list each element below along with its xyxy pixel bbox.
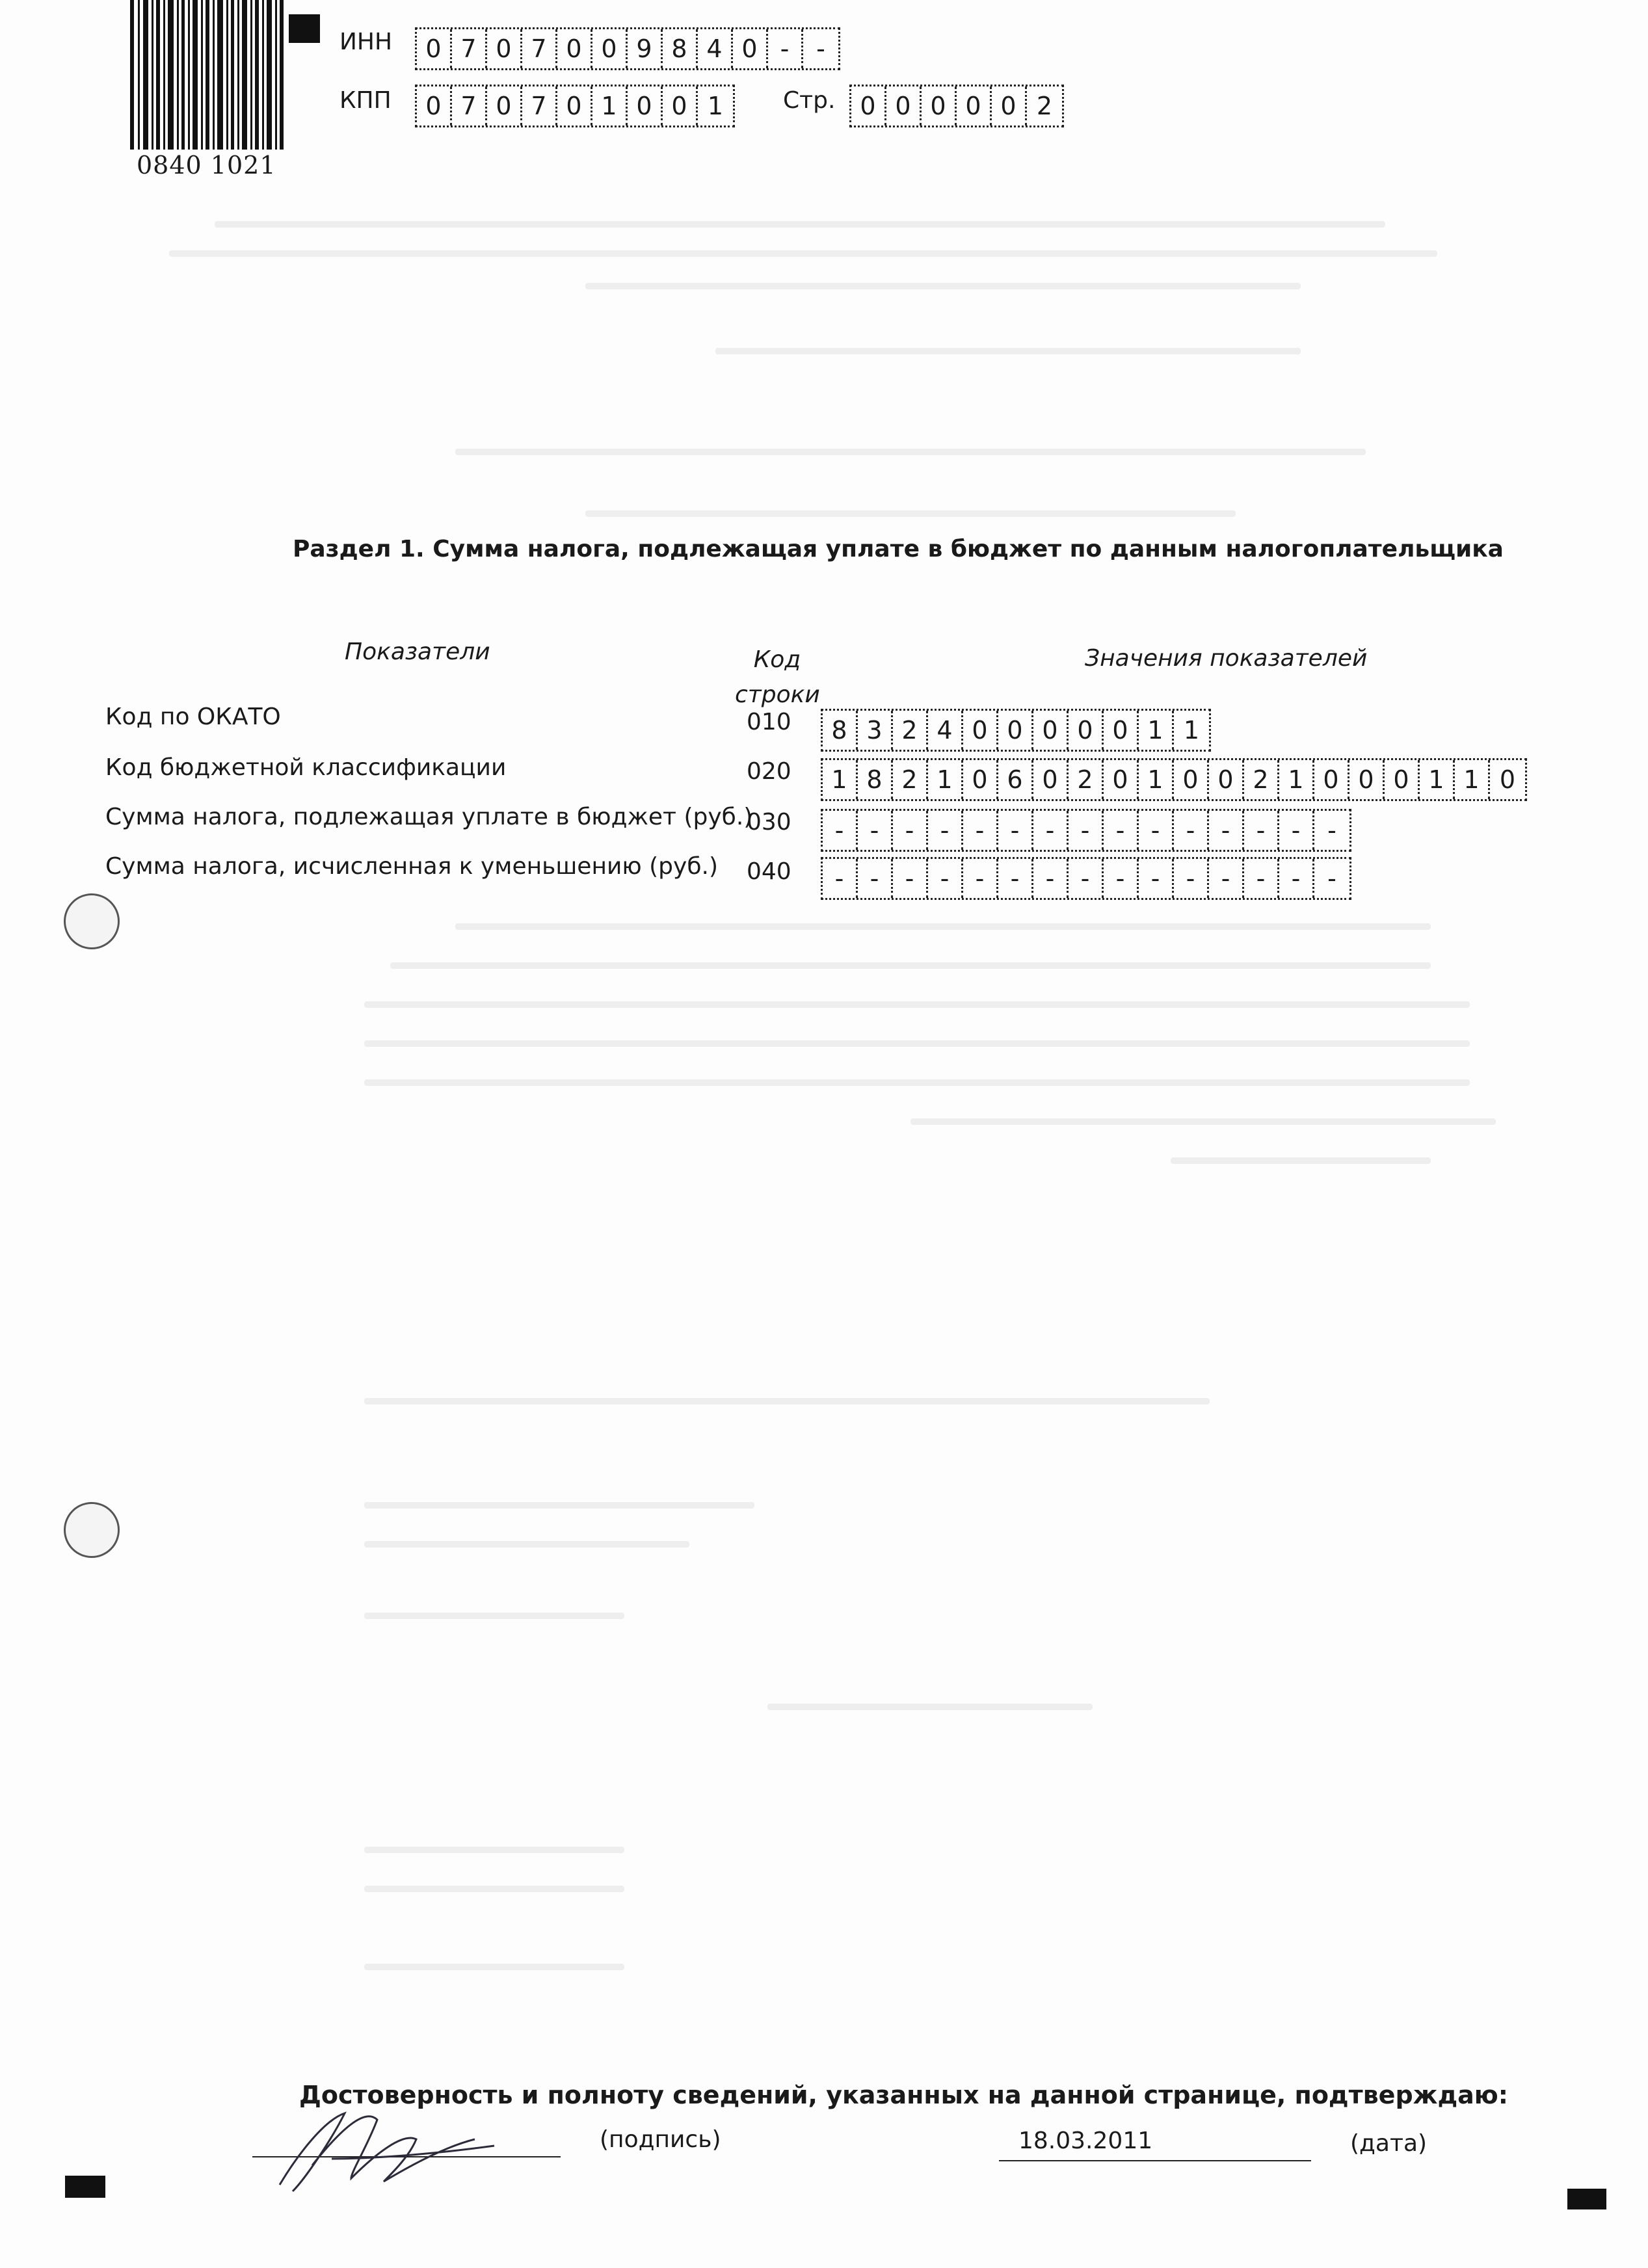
digit-cell: 0 [1349, 760, 1385, 799]
inn-label: ИНН [339, 29, 393, 55]
digit-cell: 1 [592, 86, 628, 125]
digit-cell: 0 [1209, 760, 1244, 799]
row-label-okato: Код по ОКАТО [105, 704, 281, 730]
digit-cell: 0 [922, 86, 957, 125]
digit-cell: 1 [823, 760, 858, 799]
digit-cell: 1 [1420, 760, 1455, 799]
digit-cell: - [1069, 859, 1104, 898]
digit-cell: - [1209, 811, 1244, 850]
digit-cell: - [1139, 859, 1174, 898]
okato-cells [821, 709, 1211, 752]
digit-cell: - [1104, 811, 1139, 850]
digit-cell: 2 [1069, 760, 1104, 799]
digit-cell: 1 [1183, 716, 1200, 745]
digit-cell: 1 [1279, 760, 1314, 799]
digit-cell: 0 [998, 711, 1033, 750]
digit-cell: 0 [963, 711, 998, 750]
digit-cell: 8 [858, 760, 893, 799]
digit-cell: 0 [1174, 760, 1209, 799]
digit-cell: - [1104, 859, 1139, 898]
row-label-tax-reduction: Сумма налога, исчисленная к уменьшению (руб.) [105, 853, 719, 880]
digit-cell: - [1174, 859, 1209, 898]
punch-hole-bottom [64, 1502, 120, 1558]
section-title: Раздел 1. Сумма налога, подлежащая уплате в бюджет по данным налогоплательщика [293, 536, 1504, 562]
confirmation-text: Достоверность и полноту сведений, указанных на данной странице, подтверждаю: [299, 2081, 1508, 2109]
kpp-label: КПП [339, 87, 392, 114]
column-header-values: Значения показателей [1085, 645, 1368, 672]
digit-cell: 3 [858, 711, 893, 750]
digit-cell: - [1033, 811, 1069, 850]
digit-cell: 0 [487, 86, 522, 125]
inn-cells [415, 27, 840, 70]
digit-cell: - [998, 811, 1033, 850]
digit-cell: - [1327, 864, 1336, 893]
date-value: 18.03.2011 [1018, 2128, 1153, 2154]
digit-cell: - [1033, 859, 1069, 898]
digit-cell: - [963, 811, 998, 850]
digit-cell: 0 [557, 86, 592, 125]
digit-cell: 4 [698, 29, 733, 68]
digit-cell: 1 [1455, 760, 1490, 799]
column-header-code: Код строки [735, 646, 820, 708]
digit-cell: - [1279, 859, 1314, 898]
row-code-tax-payable: 030 [747, 809, 791, 836]
digit-cell: 0 [1033, 711, 1069, 750]
corner-marker-top [289, 14, 320, 43]
digit-cell: 0 [1104, 711, 1139, 750]
page-label: Стр. [783, 87, 836, 114]
digit-cell: 2 [893, 711, 928, 750]
digit-cell: 1 [928, 760, 963, 799]
digit-cell: - [963, 859, 998, 898]
signature-label: (подпись) [600, 2126, 721, 2153]
digit-cell: 2 [1244, 760, 1279, 799]
digit-cell: 1 [707, 92, 724, 120]
digit-cell: 8 [823, 711, 858, 750]
digit-cell: 7 [522, 86, 557, 125]
digit-cell: - [1244, 859, 1279, 898]
digit-cell: - [1139, 811, 1174, 850]
digit-cell: - [816, 34, 825, 63]
digit-cell: - [1327, 816, 1336, 845]
row-label-tax-payable: Сумма налога, подлежащая уплате в бюджет (руб.) [105, 804, 753, 830]
digit-cell: - [1209, 859, 1244, 898]
digit-cell: 0 [957, 86, 992, 125]
digit-cell: 0 [886, 86, 922, 125]
digit-cell: - [1069, 811, 1104, 850]
digit-cell: - [1174, 811, 1209, 850]
digit-cell: 7 [452, 86, 487, 125]
digit-cell: 0 [1385, 760, 1420, 799]
corner-marker-bottom-right [1567, 2189, 1606, 2209]
row-code-okato: 010 [747, 709, 791, 735]
digit-cell: 0 [1499, 765, 1516, 794]
digit-cell: - [998, 859, 1033, 898]
row-code-kbk: 020 [747, 758, 791, 785]
digit-cell: 7 [522, 29, 557, 68]
digit-cell: 0 [1104, 760, 1139, 799]
digit-cell: 2 [1036, 92, 1053, 120]
digit-cell: 1 [1139, 711, 1174, 750]
digit-cell: 0 [733, 29, 768, 68]
digit-cell: 6 [998, 760, 1033, 799]
digit-cell: - [858, 859, 893, 898]
kbk-cells [821, 758, 1527, 801]
column-header-indicators: Показатели [345, 639, 490, 665]
row-label-kbk: Код бюджетной классификации [105, 754, 507, 781]
digit-cell: - [1244, 811, 1279, 850]
digit-cell: 7 [452, 29, 487, 68]
digit-cell: 4 [928, 711, 963, 750]
page-cells [849, 85, 1064, 127]
digit-cell: 0 [628, 86, 663, 125]
digit-cell: - [1279, 811, 1314, 850]
date-line [999, 2160, 1311, 2161]
digit-cell: 2 [893, 760, 928, 799]
digit-cell: - [893, 811, 928, 850]
digit-cell: 9 [628, 29, 663, 68]
digit-cell: 0 [992, 86, 1027, 125]
signature-mark [254, 2094, 501, 2200]
row-code-tax-reduction: 040 [747, 858, 791, 885]
digit-cell: 0 [1069, 711, 1104, 750]
digit-cell: 0 [557, 29, 592, 68]
digit-cell: 0 [963, 760, 998, 799]
date-label: (дата) [1350, 2130, 1428, 2157]
tax-reduction-cells [821, 857, 1351, 900]
kpp-cells [415, 85, 735, 127]
tax-payable-cells [821, 809, 1351, 852]
digit-cell: 0 [417, 29, 452, 68]
digit-cell: 0 [1314, 760, 1349, 799]
corner-marker-bottom-left [65, 2176, 105, 2198]
digit-cell: - [768, 29, 803, 68]
digit-cell: - [858, 811, 893, 850]
digit-cell: - [928, 859, 963, 898]
digit-cell: 0 [487, 29, 522, 68]
digit-cell: 0 [663, 86, 698, 125]
digit-cell: 0 [592, 29, 628, 68]
digit-cell: - [893, 859, 928, 898]
digit-cell: 0 [1033, 760, 1069, 799]
digit-cell: - [823, 811, 858, 850]
digit-cell: 0 [417, 86, 452, 125]
digit-cell: 0 [851, 86, 886, 125]
barcode-number: 0840 1021 [137, 151, 280, 179]
digit-cell: - [928, 811, 963, 850]
punch-hole-top [64, 893, 120, 949]
digit-cell: - [823, 859, 858, 898]
digit-cell: 1 [1139, 760, 1174, 799]
digit-cell: 8 [663, 29, 698, 68]
